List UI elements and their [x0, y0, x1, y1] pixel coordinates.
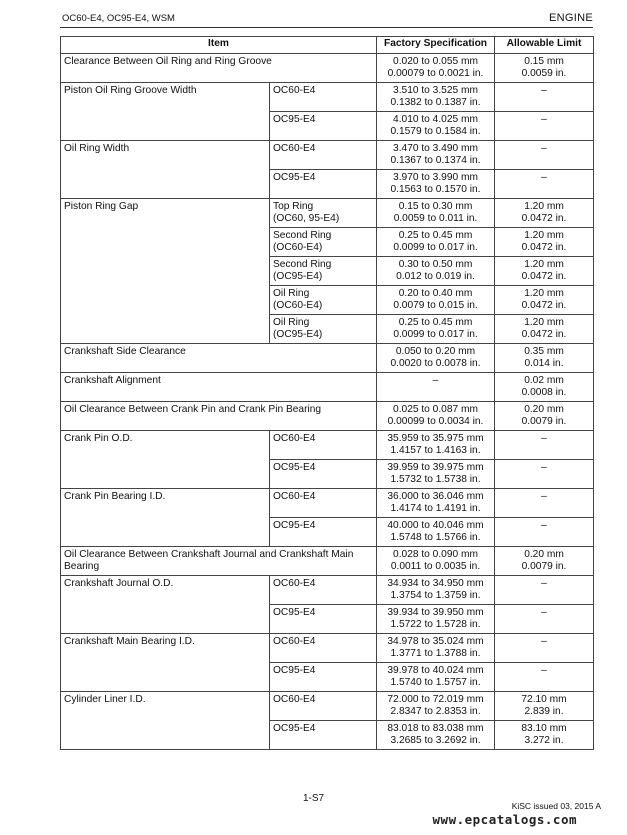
header-rule	[60, 27, 593, 28]
table-row	[61, 199, 594, 228]
variant-cell	[270, 286, 377, 315]
factory-spec-value: 0.1579 to 0.1584 in.	[390, 126, 481, 137]
factory-spec-value: 1.5740 to 1.5757 in.	[390, 677, 481, 688]
factory-spec-cell	[377, 489, 495, 518]
factory-spec-value: 0.050 to 0.20 mm	[395, 346, 476, 357]
item-name-cell	[61, 373, 377, 402]
table-row	[61, 431, 594, 460]
variant-cell	[270, 83, 377, 112]
factory-spec-cell	[377, 170, 495, 199]
allowable-limit-value: 3.272 in.	[524, 735, 564, 746]
allowable-limit-cell	[495, 721, 594, 750]
item-name-cell	[61, 634, 270, 692]
allowable-limit-cell	[495, 460, 594, 489]
item-name-cell	[61, 83, 270, 141]
allowable-limit-cell	[495, 692, 594, 721]
allowable-limit-cell	[495, 228, 594, 257]
allowable-limit-cell	[495, 170, 594, 199]
allowable-limit-value: 0.0059 in.	[521, 68, 567, 79]
allowable-limit-value: 72.10 mm	[521, 694, 567, 705]
variant-label: OC95-E4	[273, 172, 316, 183]
allowable-limit-value: 0.20 mm	[524, 404, 564, 415]
variant-label: OC60-E4	[273, 578, 316, 589]
factory-spec-cell	[377, 286, 495, 315]
item-name-cell	[61, 199, 270, 344]
allowable-limit-cell	[495, 547, 594, 576]
table-row	[61, 373, 594, 402]
variant-cell	[270, 228, 377, 257]
allowable-limit-cell	[495, 518, 594, 547]
variant-label: OC60-E4	[273, 694, 316, 705]
item-name: Crankshaft Side Clearance	[64, 346, 186, 357]
factory-spec-value: 34.934 to 34.950 mm	[387, 578, 484, 589]
allowable-limit-value: 1.20 mm	[524, 230, 564, 241]
allowable-limit-cell	[495, 489, 594, 518]
item-name: Oil Clearance Between Crank Pin and Crank Pin Bearing	[64, 404, 322, 415]
variant-label: OC95-E4	[273, 665, 316, 676]
factory-spec-value: 1.4174 to 1.4191 in.	[390, 503, 481, 514]
variant-cell	[270, 518, 377, 547]
allowable-limit-value: 0.0079 in.	[521, 561, 567, 572]
allowable-limit-value: –	[541, 433, 547, 444]
variant-label: OC60-E4	[273, 433, 316, 444]
factory-spec-value: 0.0099 to 0.017 in.	[393, 242, 478, 253]
allowable-limit-cell	[495, 402, 594, 431]
factory-spec-value: 0.0011 to 0.0035 in.	[390, 561, 481, 572]
factory-spec-value: 0.0020 to 0.0078 in.	[390, 358, 481, 369]
item-name-cell	[61, 547, 377, 576]
factory-spec-value: 1.5722 to 1.5728 in.	[390, 619, 481, 630]
table-row	[61, 489, 594, 518]
item-name: Crank Pin Bearing I.D.	[64, 491, 166, 502]
factory-spec-value: 1.5748 to 1.5766 in.	[390, 532, 481, 543]
item-name-cell	[61, 489, 270, 547]
allowable-limit-value: 0.20 mm	[524, 549, 564, 560]
factory-spec-value: 3.2685 to 3.2692 in.	[390, 735, 481, 746]
factory-spec-value: 0.020 to 0.055 mm	[393, 56, 478, 67]
table-row	[61, 692, 594, 721]
variant-label: Oil Ring	[273, 288, 310, 299]
variant-cell	[270, 605, 377, 634]
allowable-limit-cell	[495, 257, 594, 286]
item-name: Piston Ring Gap	[64, 201, 139, 212]
allowable-limit-value: –	[541, 85, 547, 96]
item-name: Oil Ring Width	[64, 143, 130, 154]
allowable-limit-value: 0.0472 in.	[521, 242, 567, 253]
factory-spec-value: 0.028 to 0.090 mm	[393, 549, 478, 560]
factory-spec-value: 2.8347 to 2.8353 in.	[390, 706, 481, 717]
factory-spec-value: –	[432, 375, 439, 386]
allowable-limit-value: 0.15 mm	[524, 56, 564, 67]
factory-spec-value: 0.25 to 0.45 mm	[398, 230, 473, 241]
allowable-limit-value: 0.35 mm	[524, 346, 564, 357]
item-name: Piston Oil Ring Groove Width	[64, 85, 197, 96]
factory-spec-cell	[377, 83, 495, 112]
factory-spec-cell	[377, 315, 495, 344]
allowable-limit-cell	[495, 112, 594, 141]
table-row	[61, 402, 594, 431]
factory-spec-value: 3.470 to 3.490 mm	[393, 143, 478, 154]
factory-spec-value: 0.30 to 0.50 mm	[398, 259, 473, 270]
allowable-limit-value: –	[541, 143, 547, 154]
allowable-limit-value: –	[541, 665, 547, 676]
website-watermark: www.epcatalogs.com	[432, 812, 577, 827]
allowable-limit-value: 0.014 in.	[524, 358, 564, 369]
factory-spec-value: 0.15 to 0.30 mm	[398, 201, 473, 212]
item-name: Crankshaft Main Bearing I.D.	[64, 636, 195, 647]
allowable-limit-value: 0.0008 in.	[521, 387, 567, 398]
factory-spec-value: 0.0079 to 0.015 in.	[393, 300, 478, 311]
allowable-limit-value: –	[541, 172, 547, 183]
page-number: 1-S7	[302, 793, 325, 804]
factory-spec-cell	[377, 402, 495, 431]
allowable-limit-value: 1.20 mm	[524, 201, 564, 212]
allowable-limit-value: 1.20 mm	[524, 288, 564, 299]
factory-spec-cell	[377, 605, 495, 634]
factory-spec-cell	[377, 576, 495, 605]
variant-label: OC95-E4	[273, 520, 316, 531]
variant-label: Second Ring	[273, 230, 332, 241]
factory-spec-cell	[377, 692, 495, 721]
table-row	[61, 547, 594, 576]
variant-cell	[270, 721, 377, 750]
variant-label: OC95-E4	[273, 723, 316, 734]
section-title: ENGINE	[549, 12, 593, 24]
item-name-cell	[61, 402, 377, 431]
factory-spec-value: 0.00099 to 0.0034 in.	[387, 416, 484, 427]
variant-label: OC95-E4	[273, 462, 316, 473]
factory-spec-cell	[377, 344, 495, 373]
allowable-limit-value: –	[541, 462, 547, 473]
item-name-cell	[61, 692, 270, 750]
factory-spec-value: 0.00079 to 0.0021 in.	[387, 68, 484, 79]
factory-spec-value: 0.1367 to 0.1374 in.	[390, 155, 481, 166]
variant-label: OC95-E4	[273, 114, 316, 125]
allowable-limit-cell	[495, 83, 594, 112]
specification-table	[60, 36, 594, 750]
variant-cell	[270, 460, 377, 489]
allowable-limit-cell	[495, 576, 594, 605]
table-row	[61, 54, 594, 83]
factory-spec-value: 83.018 to 83.038 mm	[387, 723, 484, 734]
table-header-row	[61, 37, 594, 54]
allowable-limit-cell	[495, 344, 594, 373]
variant-cell	[270, 170, 377, 199]
allowable-limit-cell	[495, 315, 594, 344]
item-name: Crankshaft Alignment	[64, 375, 161, 386]
allowable-limit-cell	[495, 663, 594, 692]
factory-spec-cell	[377, 547, 495, 576]
allowable-limit-cell	[495, 199, 594, 228]
item-name: Cylinder Liner I.D.	[64, 694, 146, 705]
table-row	[61, 576, 594, 605]
variant-cell	[270, 489, 377, 518]
factory-spec-value: 1.3771 to 1.3788 in.	[390, 648, 481, 659]
allowable-limit-value: 83.10 mm	[521, 723, 567, 734]
variant-label-detail: (OC60-E4)	[273, 242, 323, 253]
variant-cell	[270, 634, 377, 663]
factory-spec-value: 0.012 to 0.019 in.	[396, 271, 475, 282]
variant-cell	[270, 663, 377, 692]
factory-spec-value: 34.978 to 35.024 mm	[387, 636, 484, 647]
factory-spec-value: 0.20 to 0.40 mm	[398, 288, 473, 299]
variant-label-detail: (OC95-E4)	[273, 271, 323, 282]
allowable-limit-cell	[495, 605, 594, 634]
factory-spec-value: 0.0099 to 0.017 in.	[393, 329, 478, 340]
factory-spec-value: 0.0059 to 0.011 in.	[393, 213, 478, 224]
variant-label: OC60-E4	[273, 636, 316, 647]
allowable-limit-value: –	[541, 520, 547, 531]
table-row	[61, 83, 594, 112]
factory-spec-cell	[377, 54, 495, 83]
factory-spec-cell	[377, 460, 495, 489]
variant-cell	[270, 431, 377, 460]
allowable-limit-value: –	[541, 636, 547, 647]
factory-spec-cell	[377, 141, 495, 170]
table-row	[61, 141, 594, 170]
factory-spec-cell	[377, 663, 495, 692]
allowable-limit-cell	[495, 286, 594, 315]
allowable-limit-value: –	[541, 578, 547, 589]
allowable-limit-value: –	[541, 491, 547, 502]
factory-spec-value: 3.510 to 3.525 mm	[393, 85, 478, 96]
factory-spec-value: 4.010 to 4.025 mm	[393, 114, 478, 125]
variant-cell	[270, 576, 377, 605]
factory-spec-value: 39.978 to 40.024 mm	[387, 665, 484, 676]
allowable-limit-cell	[495, 373, 594, 402]
factory-spec-value: 0.1563 to 0.1570 in.	[390, 184, 481, 195]
variant-label: Oil Ring	[273, 317, 310, 328]
factory-spec-cell	[377, 721, 495, 750]
factory-spec-value: 36.000 to 36.046 mm	[387, 491, 484, 502]
allowable-limit-value: 0.02 mm	[524, 375, 564, 386]
factory-spec-value: 1.3754 to 1.3759 in.	[390, 590, 481, 601]
allowable-limit-value: –	[541, 114, 547, 125]
factory-spec-value: 3.970 to 3.990 mm	[393, 172, 478, 183]
variant-cell	[270, 692, 377, 721]
variant-label: OC60-E4	[273, 85, 316, 96]
allowable-limit-cell	[495, 54, 594, 83]
factory-spec-cell	[377, 634, 495, 663]
variant-label-detail: (OC60, 95-E4)	[273, 213, 340, 224]
variant-label-detail: (OC60-E4)	[273, 300, 323, 311]
factory-spec-cell	[377, 257, 495, 286]
item-name-cell	[61, 344, 377, 373]
document-models: OC60-E4, OC95-E4, WSM	[62, 13, 175, 24]
issue-note: KiSC issued 03, 2015 A	[511, 801, 601, 811]
allowable-limit-cell	[495, 141, 594, 170]
item-name: Oil Clearance Between Crankshaft Journal and Crankshaft Main Bearing	[64, 549, 354, 572]
factory-spec-value: 0.25 to 0.45 mm	[398, 317, 473, 328]
factory-spec-cell	[377, 373, 495, 402]
allowable-limit-value: 0.0079 in.	[521, 416, 567, 427]
factory-spec-value: 1.4157 to 1.4163 in.	[390, 445, 481, 456]
variant-label: Top Ring	[273, 201, 314, 212]
allowable-limit-value: 0.0472 in.	[521, 300, 567, 311]
factory-spec-value: 1.5732 to 1.5738 in.	[390, 474, 481, 485]
table-row	[61, 344, 594, 373]
factory-spec-value: 0.025 to 0.087 mm	[393, 404, 478, 415]
item-name-cell	[61, 54, 377, 83]
table-row	[61, 634, 594, 663]
item-name-cell	[61, 431, 270, 489]
table-body	[61, 54, 594, 750]
item-name-cell	[61, 141, 270, 199]
item-name-cell	[61, 576, 270, 634]
allowable-limit-value: 0.0472 in.	[521, 329, 567, 340]
variant-label: OC60-E4	[273, 143, 316, 154]
factory-spec-value: 39.934 to 39.950 mm	[387, 607, 484, 618]
factory-spec-value: 72.000 to 72.019 mm	[387, 694, 484, 705]
allowable-limit-cell	[495, 634, 594, 663]
variant-label-detail: (OC95-E4)	[273, 329, 323, 340]
variant-cell	[270, 199, 377, 228]
factory-spec-cell	[377, 199, 495, 228]
variant-cell	[270, 112, 377, 141]
factory-spec-cell	[377, 228, 495, 257]
item-name: Crank Pin O.D.	[64, 433, 133, 444]
factory-spec-value: 39.959 to 39.975 mm	[387, 462, 484, 473]
limit-column-header: Allowable Limit	[495, 37, 594, 54]
variant-label: OC95-E4	[273, 607, 316, 618]
factory-spec-cell	[377, 112, 495, 141]
variant-cell	[270, 257, 377, 286]
item-column-header: Item	[61, 37, 377, 54]
item-name: Clearance Between Oil Ring and Ring Groove	[64, 56, 272, 67]
factory-spec-value: 40.000 to 40.046 mm	[387, 520, 484, 531]
allowable-limit-value: 0.0472 in.	[521, 271, 567, 282]
variant-cell	[270, 141, 377, 170]
factory-spec-cell	[377, 518, 495, 547]
allowable-limit-value: 1.20 mm	[524, 317, 564, 328]
factory-spec-value: 35.959 to 35.975 mm	[387, 433, 484, 444]
allowable-limit-value: –	[541, 607, 547, 618]
allowable-limit-value: 2.839 in.	[524, 706, 564, 717]
variant-label: OC60-E4	[273, 491, 316, 502]
item-name: Crankshaft Journal O.D.	[64, 578, 174, 589]
variant-label: Second Ring	[273, 259, 332, 270]
allowable-limit-value: 1.20 mm	[524, 259, 564, 270]
variant-cell	[270, 315, 377, 344]
factory-spec-value: 0.1382 to 0.1387 in.	[390, 97, 481, 108]
allowable-limit-value: 0.0472 in.	[521, 213, 567, 224]
factory-spec-cell	[377, 431, 495, 460]
spec-column-header: Factory Specification	[377, 37, 495, 54]
allowable-limit-cell	[495, 431, 594, 460]
